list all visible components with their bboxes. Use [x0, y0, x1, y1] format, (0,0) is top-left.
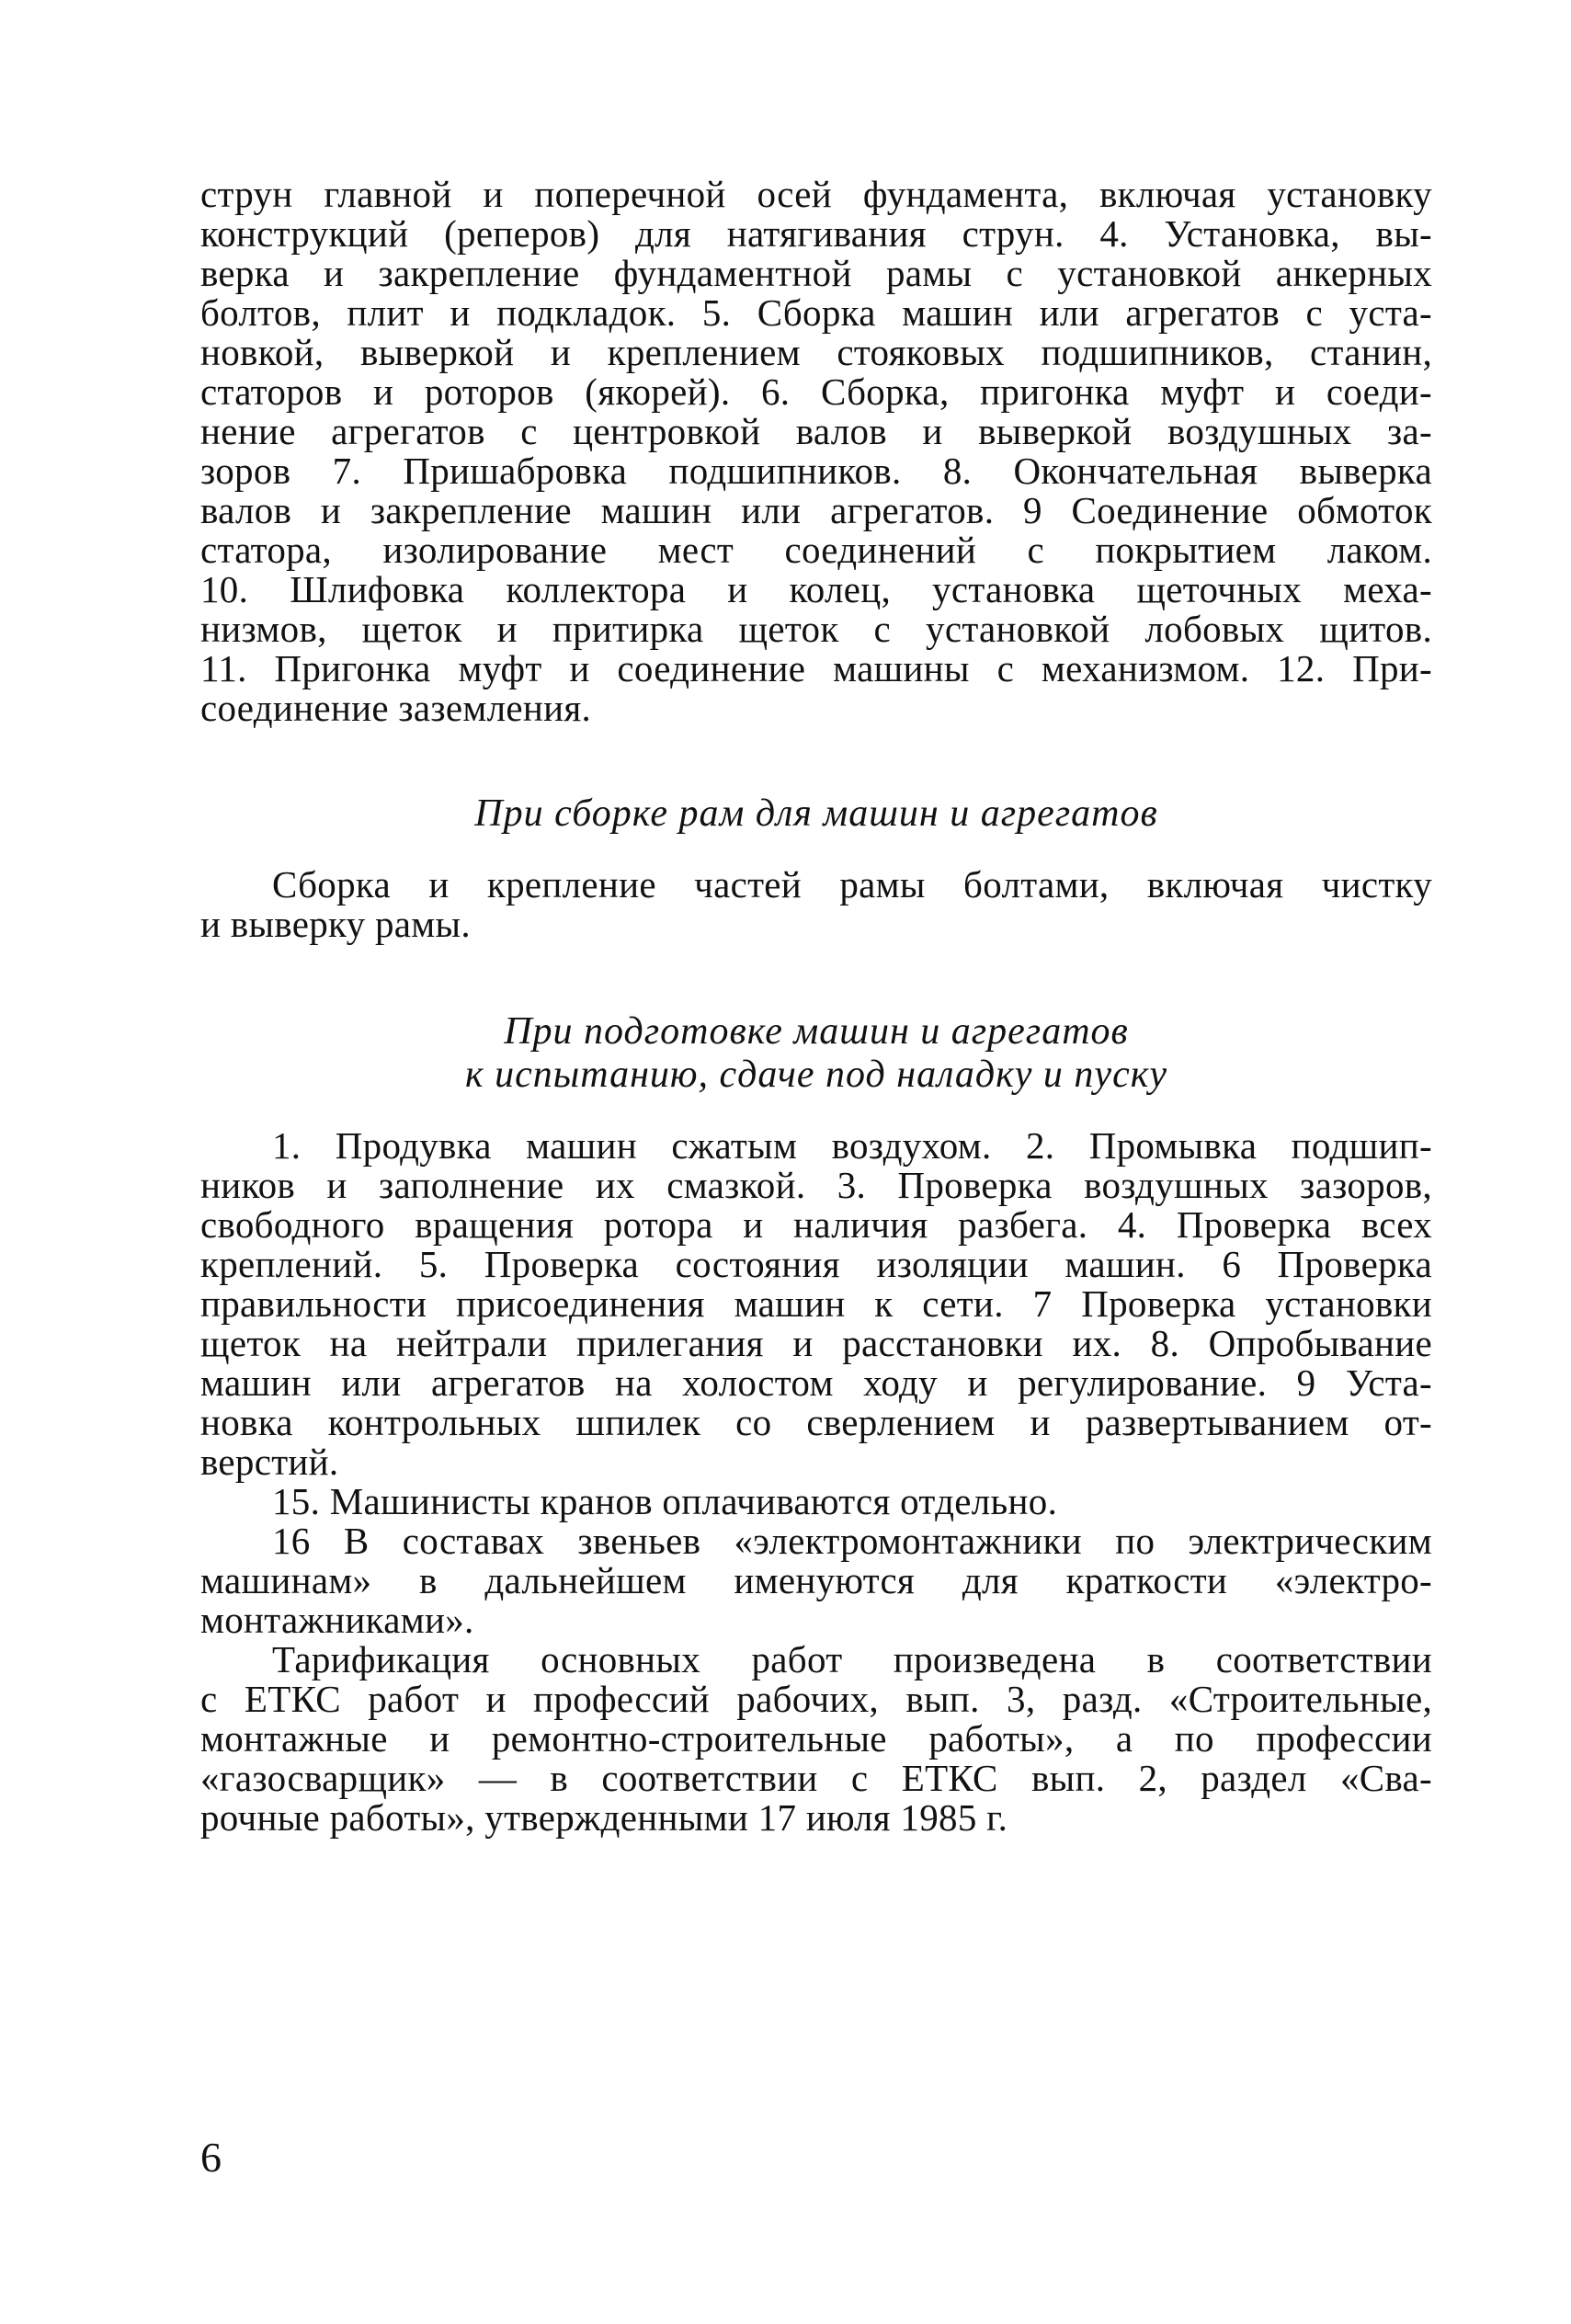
section-heading-testing: [200, 1010, 1432, 1097]
text-line: новкой, выверкой и креплением стояковых подшипников, станин,: [200, 331, 1432, 373]
heading-line: При подготовке машин и агрегатов: [504, 1010, 1129, 1053]
text-line: свободного вращения ротора и наличия разбега. 4. Проверка всех: [200, 1203, 1432, 1246]
text-line: щеток на нейтрали прилегания и расстановки их. 8. Опробывание: [200, 1322, 1432, 1364]
text-line: с ЕТКС работ и профессий рабочих, вып. 3, разд. «Строительные,: [200, 1678, 1432, 1720]
text-line: креплений. 5. Проверка состояния изоляции машин. 6 Проверка: [200, 1243, 1432, 1285]
text-line: 11. Пригонка муфт и соединение машины с механизмом. 12. При-: [200, 647, 1432, 689]
text-line: машинам» в дальнейшем именуются для краткости «электро-: [200, 1559, 1432, 1601]
text-line: статоров и роторов (якорей). 6. Сборка, пригонка муфт и соеди-: [200, 370, 1432, 413]
note-15-paragraph: [200, 1482, 1432, 1521]
text-line: рочные работы», утвержденными 17 июля 1985 г.: [200, 1796, 1008, 1839]
text-line: монтажные и ремонтно-строительные работы», а по профессии: [200, 1717, 1432, 1760]
text-line: статора, изолирование мест соединений с покрытием лаком.: [200, 529, 1432, 571]
text-line: 1. Продувка машин сжатым воздухом. 2. Промывка подшип-: [272, 1124, 1432, 1167]
heading-line: к испытанию, сдаче под наладку и пуску: [465, 1054, 1167, 1096]
section-heading-frames: При сборке рам для машин и агрегатов: [474, 792, 1158, 835]
text-line: «газосварщик» — в соответствии с ЕТКС вып. 2, раздел «Сва-: [200, 1757, 1432, 1799]
page-number: 6: [200, 2134, 222, 2181]
text-line: верка и закрепление фундаментной рамы с установкой анкерных: [200, 252, 1432, 294]
text-line: верстий.: [200, 1441, 339, 1483]
text-line: машин или агрегатов на холостом ходу и регулирование. 9 Уста-: [200, 1361, 1432, 1404]
text-line: и выверку рамы.: [200, 903, 471, 945]
tariff-paragraph: [200, 1640, 1432, 1838]
text-line: валов и закрепление машин или агрегатов. 9 Соединение обмоток: [200, 489, 1432, 531]
text-line: конструкций (реперов) для натягивания струн. 4. Установка, вы-: [200, 212, 1432, 255]
text-line: ников и заполнение их смазкой. 3. Проверка воздушных зазоров,: [200, 1164, 1432, 1206]
testing-paragraph: [200, 1126, 1432, 1482]
text-line: низмов, щеток и притирка щеток с установкой лобовых щитов.: [200, 608, 1432, 650]
note-16-paragraph: [200, 1521, 1432, 1640]
text-line: новка контрольных шпилек со сверлением и развертыванием от-: [200, 1401, 1432, 1443]
text-line: монтажниками».: [200, 1599, 474, 1641]
text-line: Сборка и крепление частей рамы болтами, включая чистку: [272, 863, 1432, 906]
text-line: нение агрегатов с центровкой валов и выверкой воздушных за-: [200, 410, 1432, 452]
text-line: Тарификация основных работ произведена в соответствии: [272, 1638, 1432, 1680]
frames-paragraph: [200, 865, 1432, 944]
intro-paragraph: [200, 175, 1432, 728]
text-line: 10. Шлифовка коллектора и колец, установка щеточных меха-: [200, 568, 1432, 610]
text-line: зоров 7. Пришабровка подшипников. 8. Окончательная выверка: [200, 450, 1432, 492]
page-body: [200, 175, 1432, 1838]
text-line: правильности присоединения машин к сети. 7 Проверка установки: [200, 1282, 1432, 1325]
text-line: струн главной и поперечной осей фундамента, включая установку: [200, 173, 1432, 215]
text-line: 16 В составах звеньев «электромонтажники по электрическим: [272, 1520, 1432, 1562]
text-line: болтов, плит и подкладок. 5. Сборка машин или агрегатов с уста-: [200, 291, 1432, 334]
text-line: 15. Машинисты кранов оплачиваются отдельно.: [272, 1480, 1058, 1522]
text-line: соединение заземления.: [200, 687, 592, 729]
